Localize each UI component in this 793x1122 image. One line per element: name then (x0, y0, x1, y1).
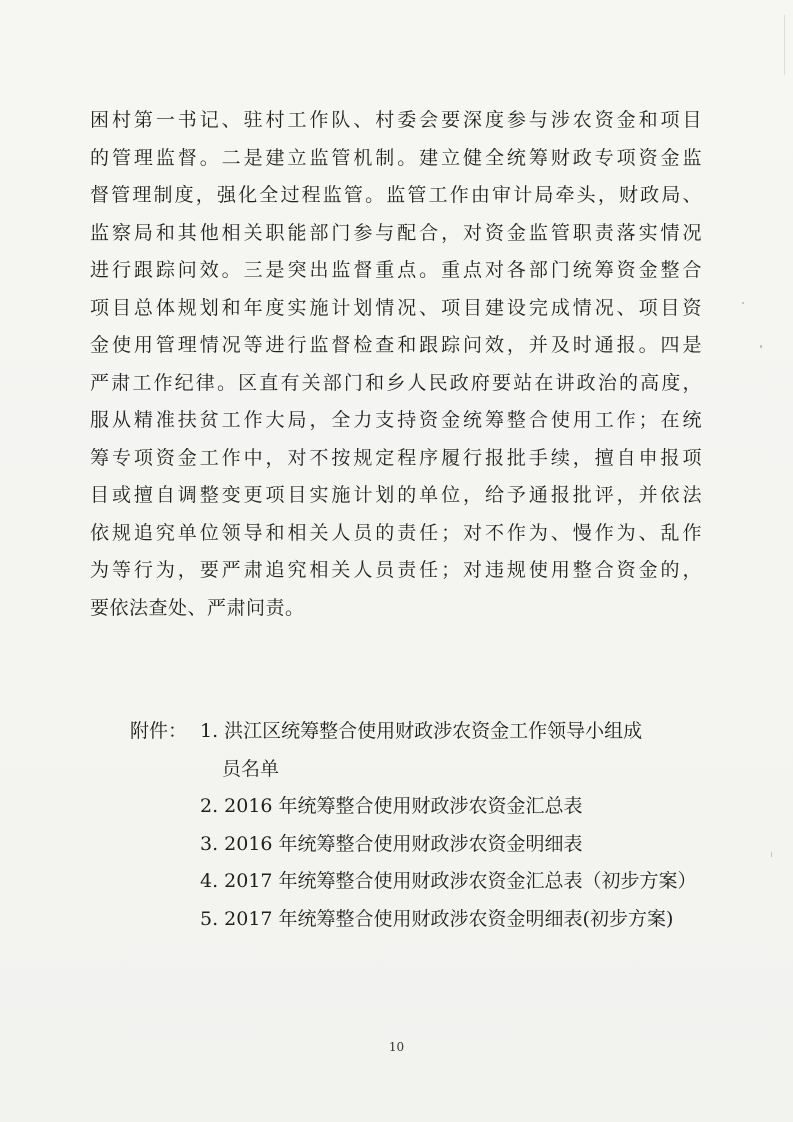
attachment-item (130, 713, 730, 751)
body-line: 严肃工作纪律。区直有关部门和乡人民政府要站在讲政治的高度， (90, 371, 702, 394)
body-paragraph (90, 102, 702, 627)
attachment-item (130, 788, 730, 826)
attachments-list (130, 713, 730, 938)
page-number: 10 (388, 1040, 405, 1054)
body-line: 的管理监督。二是建立监管机制。建立健全统筹财政专项资金监 (90, 146, 702, 169)
body-line: 要依法查处、严肃问责。 (90, 596, 305, 619)
scan-speck (771, 852, 772, 857)
body-line: 服从精准扶贫工作大局，全力支持资金统筹整合使用工作；在统 (90, 409, 702, 431)
scan-edge (784, 15, 785, 75)
body-line: 金使用管理情况等进行监督检查和跟踪问效，并及时通报。四是 (90, 334, 702, 356)
attachment-item (130, 901, 730, 939)
attachment-title: 3. 2016 年统筹整合使用财政涉农资金明细表 (200, 832, 583, 855)
body-line: 进行跟踪问效。三是突出监督重点。重点对各部门统筹资金整合 (90, 259, 702, 281)
body-line: 筹专项资金工作中，对不按规定程序履行报批手续，擅自申报项 (90, 446, 702, 469)
attachment-title: 1. 洪江区统筹整合使用财政涉农资金工作领导小组成 (200, 720, 643, 742)
body-line: 目或擅自调整变更项目实施计划的单位，给予通报批评，并依法 (90, 484, 702, 506)
attachment-item (130, 826, 730, 864)
scan-speck (742, 302, 744, 304)
attachment-title: 5. 2017 年统筹整合使用财政涉农资金明细表(初步方案) (200, 907, 674, 930)
attachment-item (130, 863, 730, 901)
body-line: 督管理制度，强化全过程监管。监管工作由审计局牵头，财政局、 (90, 184, 702, 206)
attachment-title: 员名单 (222, 757, 280, 780)
body-line: 困村第一书记、驻村工作队、村委会要深度参与涉农资金和项目 (90, 109, 702, 131)
attachments-label: 附件： (130, 720, 188, 742)
scan-speck (760, 345, 762, 348)
attachment-item-continued (130, 751, 730, 789)
attachment-title: 4. 2017 年统筹整合使用财政涉农资金汇总表（初步方案） (200, 870, 697, 892)
body-line: 为等行为，要严肃追究相关人员责任；对违规使用整合资金的， (90, 559, 702, 581)
body-line: 监察局和其他相关职能部门参与配合，对资金监管职责落实情况 (90, 221, 702, 244)
body-line: 项目总体规划和年度实施计划情况、项目建设完成情况、项目资 (90, 296, 702, 319)
attachment-title: 2. 2016 年统筹整合使用财政涉农资金汇总表 (200, 795, 583, 817)
body-line: 依规追究单位领导和相关人员的责任；对不作为、慢作为、乱作 (90, 521, 702, 544)
